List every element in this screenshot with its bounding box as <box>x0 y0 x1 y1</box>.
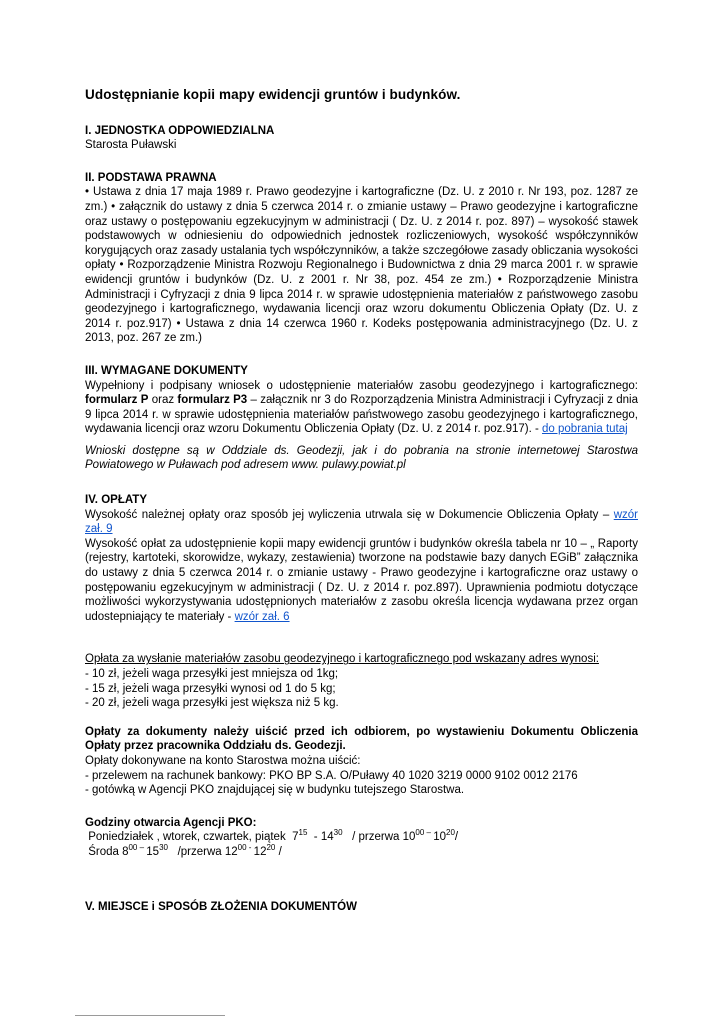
section-responsible <box>85 124 638 153</box>
section-i-heading: I. JEDNOSTKA ODPOWIEDZIALNA <box>85 124 275 137</box>
legal-basis-paragraph: • Ustawa z dnia 17 maja 1989 r. Prawo geodezyjne i kartograficzne (Dz. U. z 2010 r. Nr 193, poz. 1287 ze zm.) • załącznik do ustawy z dnia 5 czerwca 2014 r. o zmianie ustawy – Prawo geodezyjne i kartograficzne oraz ustawy o postępowaniu egzekucyjnym w administracji ( Dz. U. z 2014 r. poz. 897) – wysokość stawek podstawowych w odniesieniu do odpowiednich jednostek rozliczeniowych, wysokość współczynników korygujących oraz zasady ustalania tych współczynników, a także szczegółowe zasady obliczania wysokości opłaty • Rozporządzenie Ministra Rozwoju Regionalnego i Budownictwa z dnia 29 marca 2001 r. w sprawie ewidencji gruntów i budynków (Dz. U. z 2001 r. Nr 38, poz. 454 ze zm.) • Rozporządzenie Ministra Administracji i Cyfryzacji z dnia 9 lipca 2014 r. w sprawie udostępnienia materiałów z państwowego zasobu geodezyjnego i kartograficznego, wydawania licencji oraz wzoru dokumentu Obliczenia Opłaty (Dz. U. z 2014 r. poz.917) • Ustawa z dnia 14 czerwca 1960 r. Kodeks postępowania administracyjnego (Dz. U. z 2013, poz. 267 ze zm.) <box>85 186 638 345</box>
hours-text: 15 <box>146 845 160 858</box>
shipping-fee-item: - 15 zł, jeżeli waga przesyłki wynosi od 1 do 5 kg; <box>85 682 336 695</box>
shipping-fee-intro: Opłata za wysłanie materiałów zasobu geodezyjnego i kartograficznego pod wskazany adres wynosi: <box>85 653 599 666</box>
responsible-entity: Starosta Puławski <box>85 139 177 152</box>
document-title: Udostępnianie kopii mapy ewidencji gruntów i budynków. <box>85 87 461 102</box>
hours-text: / <box>275 845 282 858</box>
hours-text: Poniedziałek , wtorek, czwartek, piątek 7 <box>85 831 299 844</box>
fee-table-text: Wysokość opłat za udostępnienie kopii mapy ewidencji gruntów i budynków określa tabela nr 10 – „ Raporty (rejestry, kartoteki, skorowidze, wykazy, zestawienia) tworzone na podstawie bazy danych EGiB” załącznika do ustawy z dnia 5 czerwca 2014 r. o zmianie ustawy - Prawo geodezyjne i kartograficzne oraz ustawy o postępowaniu egzekucyjnym w administracji ( Dz. U. z 2014 r. poz.897). Uprawnienia podmiotu dotyczące możliwości wykorzystywania udostępnionych materiałów z zasobu określa licencja wydawana przez organ udostepniający te materiały - <box>85 537 638 623</box>
download-link[interactable]: do pobrania tutaj <box>542 423 628 436</box>
hours-superscript: 00 - <box>237 843 254 853</box>
section-fees <box>85 493 638 859</box>
hours-text: / przerwa 10 <box>342 831 416 844</box>
required-docs-text: Wypełniony i podpisany wniosek o udostępnienie materiałów zasobu geodezyjnego i kartograficznego: <box>85 379 638 392</box>
hours-superscript: 00 – <box>128 843 147 853</box>
fee-table-paragraph <box>85 537 638 625</box>
fee-calc-text: Wysokość należnej opłaty oraz sposób jej wyliczenia utrwala się w Dokumencie Obliczenia Opłaty – <box>85 508 614 521</box>
payment-before-pickup-note: Opłaty za dokumenty należy uiścić przed ich odbiorem, po wystawieniu Dokumentu Obliczenia Opłaty przez pracownika Oddziału ds. Geodezji. <box>85 725 638 753</box>
section-ii-heading: II. PODSTAWA PRAWNA <box>85 171 217 184</box>
availability-note: Wnioski dostępne są w Oddziale ds. Geodezji, jak i do pobrania na stronie internetowej Starostwa Powiatowego w Puławach pod adresem www. pulawy.powiat.pl <box>85 444 638 472</box>
section-v-heading: V. MIEJSCE i SPOSÓB ZŁOŻENIA DOKUMENTÓW <box>85 900 357 913</box>
payment-methods-intro: Opłaty dokonywane na konto Starostwa można uiścić: <box>85 754 361 767</box>
shipping-fee-item: - 20 zł, jeżeli waga przesyłki jest większa niż 5 kg. <box>85 697 339 710</box>
pko-hours-wednesday-line <box>85 845 638 860</box>
page-bottom-divider <box>75 1015 225 1016</box>
hours-superscript: 20 <box>266 843 276 853</box>
required-docs-paragraph <box>85 379 638 437</box>
section-legal <box>85 171 638 346</box>
hours-text: - 14 <box>307 831 334 844</box>
cash-payment-line: - gotówką w Agencji PKO znajdującej się w budynku tutejszego Starostwa. <box>85 784 465 797</box>
hours-text: 10 <box>433 831 446 844</box>
shipping-fee-item: - 10 zł, jeżeli waga przesyłki jest mniejsza od 1kg; <box>85 668 339 680</box>
section-place <box>85 900 638 915</box>
hours-superscript: 30 <box>333 828 343 838</box>
hours-text: / <box>454 831 459 844</box>
section-iii-heading: III. WYMAGANE DOKUMENTY <box>85 364 248 377</box>
hours-superscript: 15 <box>298 828 308 838</box>
required-docs-text: oraz <box>148 394 178 407</box>
fee-calc-paragraph <box>85 508 638 537</box>
section-iv-heading: IV. OPŁATY <box>85 494 147 507</box>
hours-text: 12 <box>253 845 267 858</box>
pko-hours-heading: Godziny otwarcia Agencji PKO: <box>85 816 257 829</box>
required-docs-text: – załącznik nr 3 do Rozporządzenia Ministra Administracji i Cyfryzacji z dnia 9 lipca 2014 r. w sprawie udostępnienia materiałów państwowego zasobu geodezyjnego i kartograficznego, wydawania licencji oraz wzoru Dokumentu Obliczenia Opłaty (Dz. U. z 2014 r. poz.917). - <box>85 394 638 436</box>
section-documents <box>85 364 638 473</box>
formularz-p-label: formularz P <box>85 394 149 407</box>
wzor-zal-9-link[interactable]: wzór zał. 9 <box>85 508 638 536</box>
hours-superscript: 30 <box>159 843 168 853</box>
hours-text: Środa 8 <box>85 845 129 858</box>
hours-superscript: 20 <box>446 828 455 838</box>
formularz-p3-label: formularz P3 <box>177 394 248 407</box>
hours-text: /przerwa 12 <box>167 845 238 858</box>
bank-account-line: - przelewem na rachunek bankowy: PKO BP S.A. O/Puławy 40 1020 3219 0000 9102 0012 2176 <box>85 769 578 782</box>
hours-superscript: 00 – <box>415 828 434 838</box>
wzor-zal-6-link[interactable]: wzór zał. 6 <box>234 610 290 623</box>
